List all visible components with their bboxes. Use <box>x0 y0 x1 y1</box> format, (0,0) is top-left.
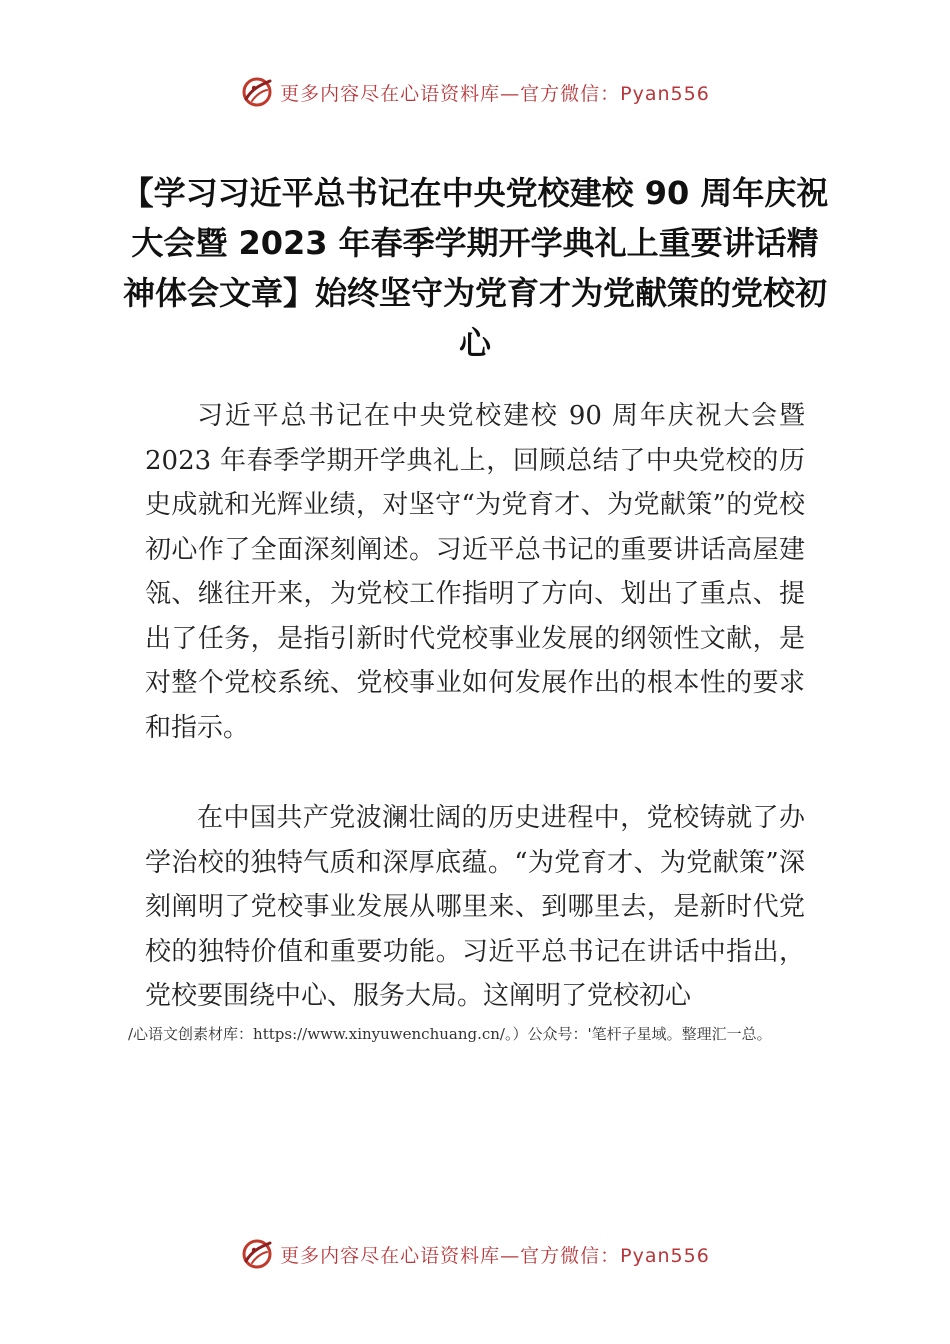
red-seal-brush-logo-icon <box>240 75 274 109</box>
body-paragraph-1: 习近平总书记在中央党校建校 90 周年庆祝大会暨 2023 年春季学期开学典礼上，回顾总结了中央党校的历史成就和光辉业绩，对坚守“为党育才、为党献策”的党校初心作了全面深刻阐述。习近平总书记的重要讲话高屋建瓴、继往开来，为党校工作指明了方向、划出了重点、提出了任务，是指引新时代党校事业发展的纲领性文献，是对整个党校系统、党校事业如何发展作出的根本性的要求和指示。 <box>145 401 805 743</box>
footer-banner-text: 更多内容尽在心语资料库—官方微信：Pyan556 <box>280 1244 710 1267</box>
body-paragraph-2: 在中国共产党波澜壮阔的历史进程中，党校铸就了办学治校的独特气质和深厚底蕴。“为党育才、为党献策”深刻阐明了党校事业发展从哪里来、到哪里去，是新时代党校的独特价值和重要功能。习近平总书记在讲话中指出，党校要围绕中心、服务大局。这阐明了党校初心 <box>145 803 805 1011</box>
footer-banner <box>0 1234 950 1274</box>
footer-banner-handle: Pyan556 <box>620 1244 710 1267</box>
header-banner-text: 更多内容尽在心语资料库—官方微信：Pyan556 <box>280 82 710 105</box>
document-title: 【学习习近平总书记在中央党校建校 90 周年庆祝大会暨 2023 年春季学期开学典礼上重要讲话精神体会文章】始终坚守为党育才为党献策的党校初心 <box>121 174 829 362</box>
source-note: /心语文创素材库：https://www.xinyuwenchuang.cn/。）公众号：'笔杆子星域。整理汇一总。 <box>128 1025 772 1043</box>
header-banner-handle: Pyan556 <box>620 82 710 105</box>
red-seal-brush-logo-icon <box>240 1237 274 1271</box>
header-banner <box>0 72 950 112</box>
